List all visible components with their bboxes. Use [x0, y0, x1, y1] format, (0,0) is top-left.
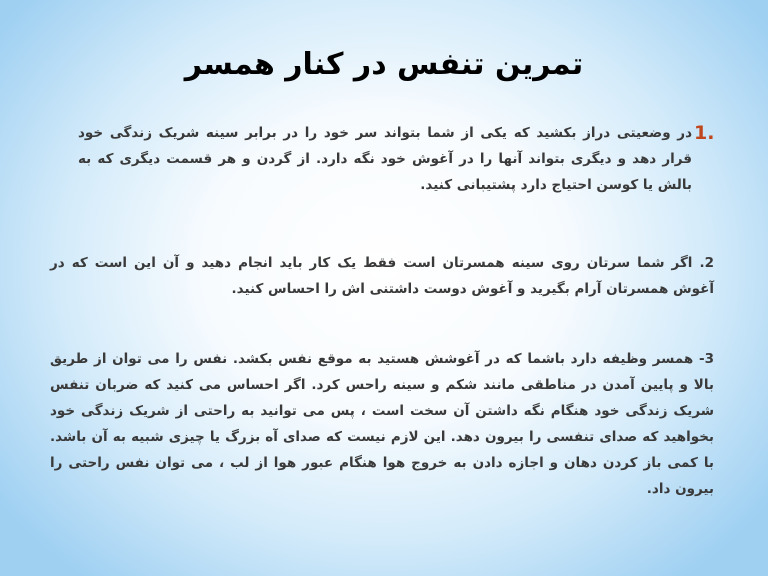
- paragraph-3: 3- همسر وظیفه دارد باشما که در آغوشش هستید به موقع نفس بکشد. نفس را می توان از طریق بالا و پایین آمدن در مناطقی مانند شکم و سینه راحس کرد. اگر احساس می کنید که ضربان تنفس شریک زندگی خود هنگام نگه داشتن آن سخت است ، پس می توانید به راحتی از شریک زندگی خود بخواهید که صدای تنفسی را بیرون دهد. این لازم نیست که صدای آه بزرگ یا چیزی شبیه به آن باشد. با کمی باز کردن دهان و اجازه دادن به خروج هوا هنگام عبور هوا از لب ، می توان نفس راحتی را بیرون داد.: [50, 351, 714, 497]
- paragraph-2: 2. اگر شما سرتان روی سینه همسرتان است فقط یک کار باید انجام دهید و آن این است که در آغوش همسرتان آرام بگیرید و آغوش دوست داشتنی اش را احساس کنید.: [50, 255, 714, 297]
- slide-title: تمرین تنفس در کنار همسر: [184, 47, 584, 82]
- list-marker-1: 1.: [694, 122, 715, 144]
- paragraph-1: در وضعیتی دراز بکشید که یکی از شما بتواند سر خود را در برابر سینه شریک زندگی خود قرار دهد و دیگری بتواند آنها را در آغوش خود نگه دارد. از گردن و هر قسمت دیگری که به بالش یا کوسن احتیاج دارد پشتیبانی کنید.: [78, 125, 692, 193]
